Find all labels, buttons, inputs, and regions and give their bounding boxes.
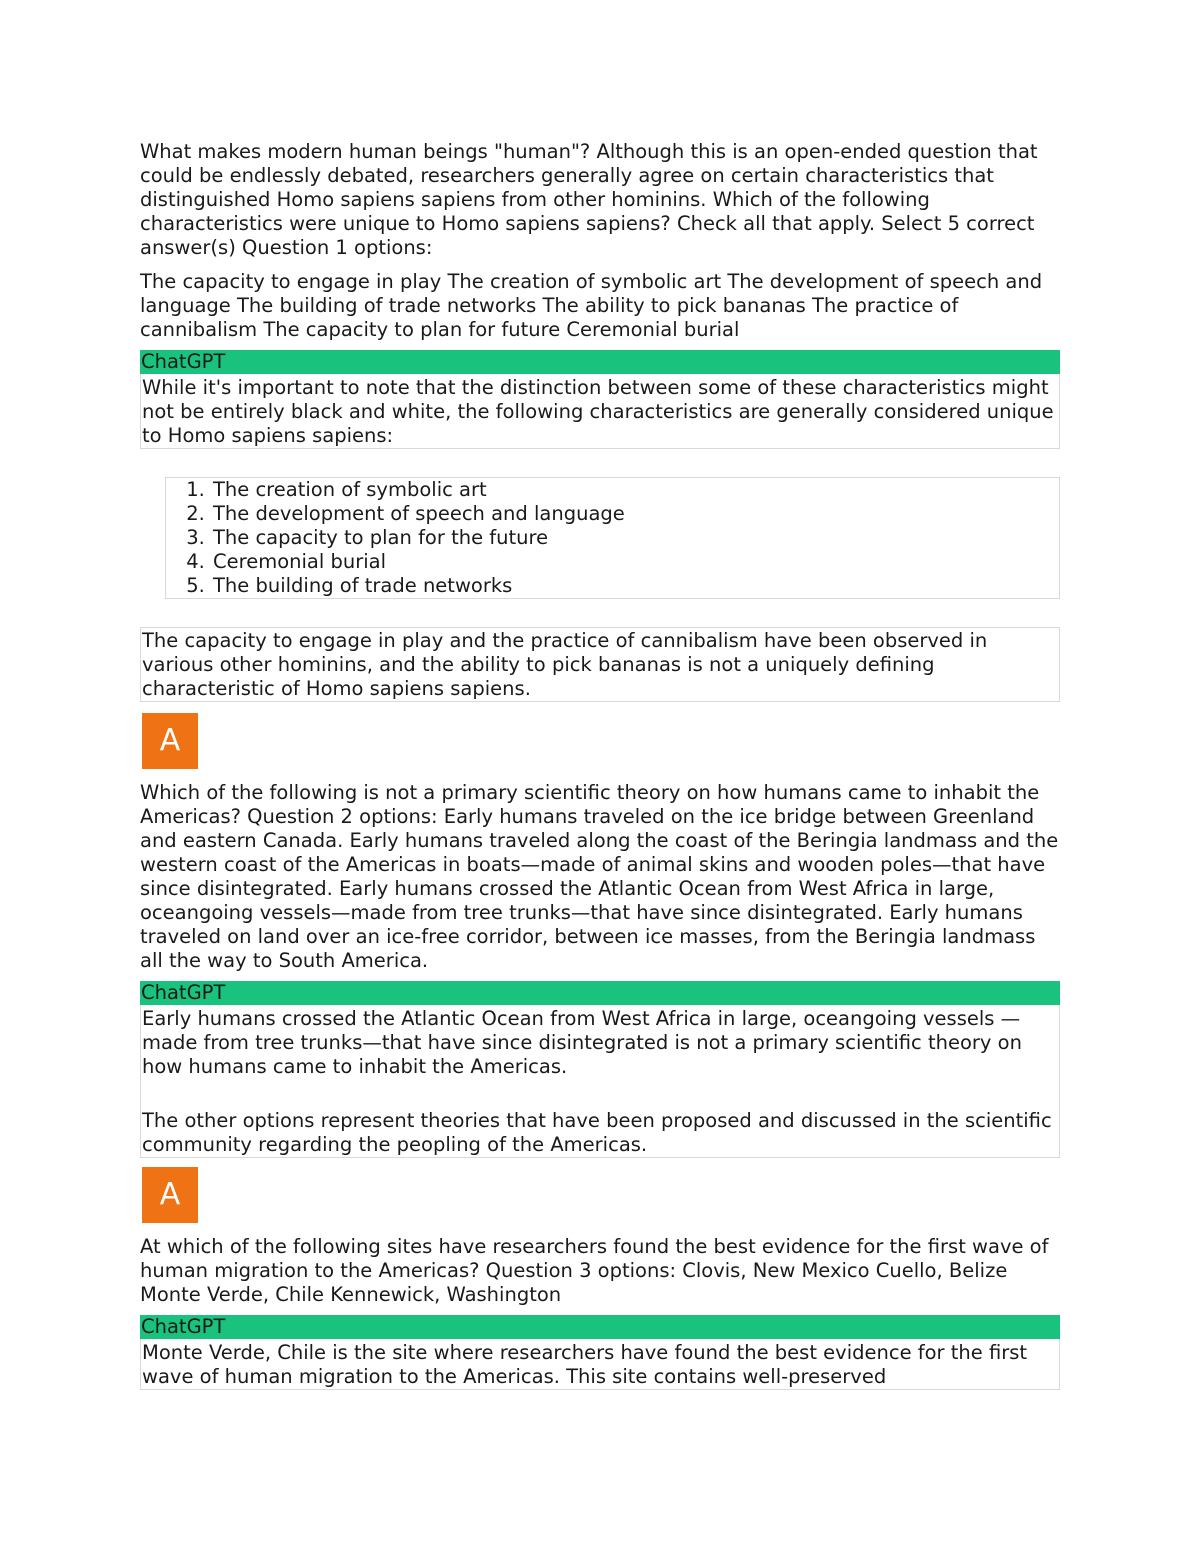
question-1-text: What makes modern human beings "human"? Although this is an open-ended question that could be endlessly debated, researchers generally agree on certain characteristics that distinguished Homo sapiens sapiens from other hominins. Which of the following characteristics were unique to Homo sapiens sapiens? Check all that apply. Select 5 correct answer(s) Question 1 options: [140, 140, 1038, 259]
list-item: 1. The creation of symbolic art [211, 478, 1059, 502]
response-note-box [140, 627, 1060, 702]
response-text: The other options represent theories that have been proposed and discussed in the scientific community regarding the peopling of the Americas. [142, 1109, 1052, 1156]
user-avatar-icon: A [142, 1167, 198, 1223]
chatgpt-label: ChatGPT [140, 1315, 1060, 1339]
answer-list-box [165, 477, 1060, 599]
response-text: Early humans crossed the Atlantic Ocean from West Africa in large, oceangoing vessels —made from tree trunks—that have since disintegrated is not a primary scientific theory on how humans came to inhabit the Americas. [142, 1007, 1022, 1078]
chatgpt-label: ChatGPT [140, 981, 1060, 1005]
chatgpt-response [140, 1339, 1060, 1390]
response-text: While it's important to note that the distinction between some of these characteristics might not be entirely black and white, the following characteristics are generally considered unique to Homo sapiens sapiens: [142, 376, 1054, 447]
question-1-options: The capacity to engage in play The creation of symbolic art The development of speech and language The building of trade networks The ability to pick bananas The practice of cannibalism The capacity to plan for future Ceremonial burial [140, 270, 1043, 341]
answer-list [166, 478, 1059, 598]
question-2-text: Which of the following is not a primary scientific theory on how humans came to inhabit the Americas? Question 2 options: Early humans traveled on the ice bridge between Greenland and eastern Canada. Early humans traveled along the coast of the Beringia landmass and the western coast of the Americas in boats—made of animal skins and wooden poles—that have since disintegrated. Early humans crossed the Atlantic Ocean from West Africa in large, oceangoing vessels—made from tree trunks—that have since disintegrated. Early humans traveled on land over an ice-free corridor, between ice masses, from the Beringia landmass all the way to South America. [140, 781, 1059, 972]
list-item: 2. The development of speech and language [211, 502, 1059, 526]
list-item: 4. Ceremonial burial [211, 550, 1059, 574]
list-item: 3. The capacity to plan for the future [211, 526, 1059, 550]
question-3-text: At which of the following sites have researchers found the best evidence for the first wave of human migration to the Americas? Question 3 options: Clovis, New Mexico Cuello, Belize Monte Verde, Chile Kennewick, Washington [140, 1235, 1049, 1306]
response-text: Monte Verde, Chile is the site where researchers have found the best evidence for the first wave of human migration to the Americas. This site contains well-preserved [142, 1341, 1028, 1388]
chatgpt-label: ChatGPT [140, 350, 1060, 374]
document-page [140, 140, 1060, 1390]
chatgpt-response [140, 374, 1060, 449]
list-item: 5. The building of trade networks [211, 574, 1059, 598]
response-text: The capacity to engage in play and the practice of cannibalism have been observed in various other hominins, and the ability to pick bananas is not a uniquely defining characteristic of Homo sapiens sapiens. [142, 629, 988, 700]
chatgpt-response [140, 1005, 1060, 1158]
user-avatar-icon: A [142, 713, 198, 769]
